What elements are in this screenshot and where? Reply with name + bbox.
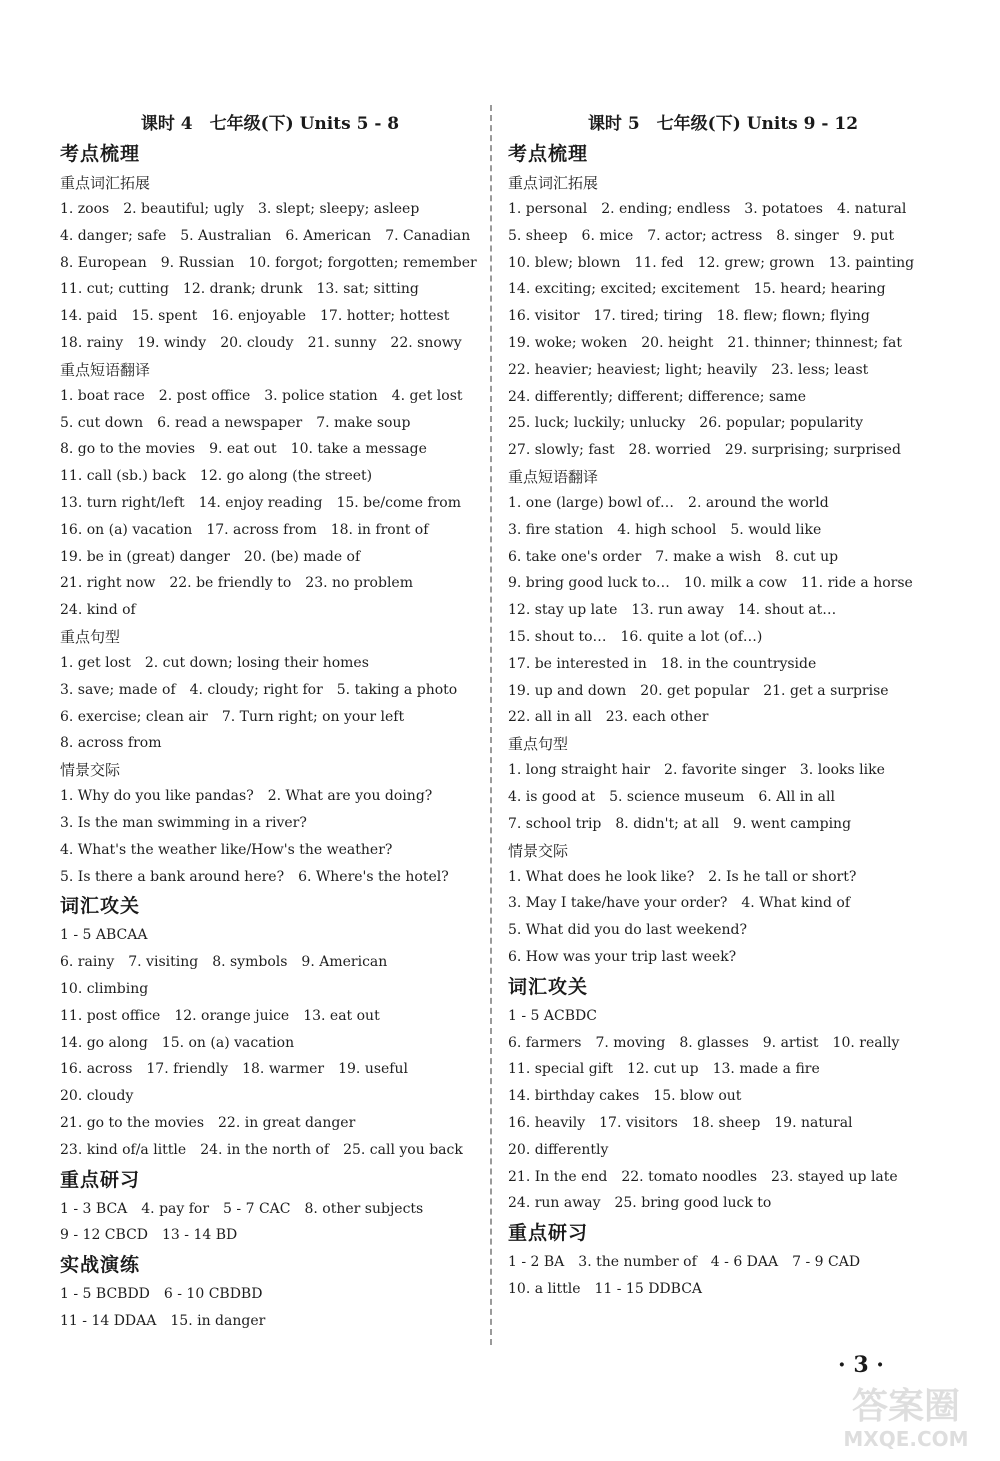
answer-line: 1 - 5 BCBDD 6 - 10 CBDBD [60,1286,263,1303]
answer-line: 5. sheep 6. mice 7. actor; actress 8. singer 9. put [508,227,895,244]
answer-line: 23. kind of/a little 24. in the north of 25. call you back [60,1141,463,1158]
left-column [60,110,480,1335]
left-subheading-vocab: 重点词汇拓展 [60,174,151,192]
left-subheading-dialogue: 情景交际 [60,761,121,780]
right-section-heading-vocab-practice: 词汇攻关 [508,975,589,998]
left-section-heading-drill: 实战演练 [60,1254,141,1277]
answer-line: 25. luck; luckily; unlucky 26. popular; popularity [508,415,863,432]
answer-line: 14. exciting; excited; excitement 15. heard; hearing [508,281,886,298]
answer-line: 1 - 2 BA 3. the number of 4 - 6 DAA 7 - 9 CAD [508,1254,861,1271]
answer-line: 21. In the end 22. tomato noodles 23. stayed up late [508,1168,898,1185]
answer-line: 6. farmers 7. moving 8. glasses 9. artist 10. really [508,1034,900,1051]
answer-line: 6. How was your trip last week? [508,948,737,965]
answer-line: 11. post office 12. orange juice 13. eat out [60,1007,380,1024]
answer-line: 16. heavily 17. visitors 18. sheep 19. natural [508,1114,853,1131]
page-number: · 3 · [838,1352,884,1378]
watermark-url: MXQE.COM [843,1427,969,1451]
answer-line: 16. on (a) vacation 17. across from 18. in front of [60,521,429,538]
answer-line: 5. cut down 6. read a newspaper 7. make soup [60,414,411,431]
answer-line: 24. kind of [60,602,136,619]
answer-line: 1. one (large) bowl of… 2. around the world [508,494,829,511]
answer-line: 13. turn right/left 14. enjoy reading 15. be/come from [60,494,462,511]
answer-line: 11. cut; cutting 12. drank; drunk 13. sat; sitting [60,281,419,298]
watermark-logo-icon [822,1372,990,1454]
answer-line: 4. is good at 5. science museum 6. All in all [508,788,835,805]
answer-line: 3. fire station 4. high school 5. would like [508,521,822,538]
answer-line: 10. climbing [60,980,149,997]
answer-line: 1. Why do you like pandas? 2. What are you doing? [60,788,433,805]
right-subheading-dialogue: 情景交际 [508,841,569,860]
answer-line: 6. exercise; clean air 7. Turn right; on your left [60,708,405,725]
answer-line: 21. right now 22. be friendly to 23. no problem [60,575,413,592]
answer-line: 8. across from [60,735,162,752]
answer-line: 19. woke; woken 20. height 21. thinner; thinnest; fat [508,334,902,351]
answer-line: 8. go to the movies 9. eat out 10. take a message [60,441,427,458]
answer-line: 5. What did you do last weekend? [508,922,748,939]
answer-line: 21. go to the movies 22. in great danger [60,1114,356,1131]
answer-line: 7. school trip 8. didn't; at all 9. went camping [508,815,852,832]
answer-line: 3. save; made of 4. cloudy; right for 5. taking a photo [60,681,458,698]
answer-line: 27. slowly; fast 28. worried 29. surprising; surprised [508,442,901,459]
answer-line: 8. European 9. Russian 10. forgot; forgotten; remember [60,254,477,271]
left-section-heading-vocab-practice: 词汇攻关 [60,895,141,918]
answer-line: 3. May I take/have your order? 4. What kind of [508,895,850,912]
answer-line: 11 - 14 DDAA 15. in danger [60,1312,266,1329]
answer-line: 1 - 5 ACBDC [508,1007,597,1024]
right-subheading-vocab: 重点词汇拓展 [508,174,599,192]
answer-line: 1. personal 2. ending; endless 3. potatoes 4. natural [508,201,907,217]
answer-line: 17. be interested in 18. in the countryside [508,655,817,672]
answer-line: 1. get lost 2. cut down; losing their homes [60,654,369,671]
left-section-heading-review: 考点梳理 [60,143,141,165]
left-subheading-phrases: 重点短语翻译 [60,360,151,379]
answer-line: 20. cloudy [60,1088,134,1105]
answer-line: 11. call (sb.) back 12. go along (the street) [60,468,373,485]
answer-line: 10. blew; blown 11. fed 12. grew; grown 13. painting [508,254,915,271]
answer-line: 22. heavier; heaviest; light; heavily 23. less; least [508,361,869,378]
column-divider [490,105,492,1345]
answer-line: 20. differently [508,1141,609,1158]
answer-line: 14. paid 15. spent 16. enjoyable 17. hotter; hottest [60,308,450,325]
answer-line: 9 - 12 CBCD 13 - 14 BD [60,1227,238,1244]
left-lesson-title: 课时 4 七年级(下) Units 5 - 8 [140,114,400,134]
answer-line: 6. rainy 7. visiting 8. symbols 9. American [60,954,388,971]
right-subheading-sentences: 重点句型 [508,735,569,754]
answer-line: 22. all in all 23. each other [508,709,709,726]
right-column [508,110,938,1303]
answer-line: 24. differently; different; difference; same [508,388,807,405]
answer-line: 1. boat race 2. post office 3. police station 4. get lost [60,387,463,404]
answer-line: 16. visitor 17. tired; tiring 18. flew; flown; flying [508,308,870,325]
right-lesson-title: 课时 5 七年级(下) Units 9 - 12 [587,114,859,134]
left-subheading-sentences: 重点句型 [60,627,121,646]
right-section-heading-review: 考点梳理 [508,143,589,165]
answer-line: 14. go along 15. on (a) vacation [60,1034,295,1051]
answer-line: 19. be in (great) danger 20. (be) made of [60,548,361,565]
answer-line: 19. up and down 20. get popular 21. get a surprise [508,682,889,699]
answer-line: 5. Is there a bank around here? 6. Where's the hotel? [60,868,449,885]
answer-line: 4. danger; safe 5. Australian 6. American 7. Canadian [60,227,471,244]
watermark-glyphs: 答案圈 [851,1386,961,1427]
right-section-heading-key-study: 重点研习 [508,1222,589,1245]
answer-line: 3. Is the man swimming in a river? [60,814,307,831]
answer-line: 9. bring good luck to… 10. milk a cow 11. ride a horse [508,575,913,592]
answer-line: 18. rainy 19. windy 20. cloudy 21. sunny 22. snowy [60,334,462,351]
answer-line: 15. shout to… 16. quite a lot (of…) [508,628,763,645]
answer-line: 16. across 17. friendly 18. warmer 19. useful [60,1061,408,1078]
answer-line: 24. run away 25. bring good luck to [508,1195,772,1212]
answer-line: 12. stay up late 13. run away 14. shout at… [508,602,837,619]
answer-line: 1. What does he look like? 2. Is he tall or short? [508,868,857,885]
answer-line: 1. long straight hair 2. favorite singer 3. looks like [508,762,885,779]
answer-line: 11. special gift 12. cut up 13. made a fire [508,1061,820,1078]
answer-line: 14. birthday cakes 15. blow out [508,1088,742,1105]
answer-line: 1 - 3 BCA 4. pay for 5 - 7 CAC 8. other subjects [60,1200,424,1217]
answer-line: 1 - 5 ABCAA [60,927,148,944]
answer-line: 10. a little 11 - 15 DDBCA [508,1280,703,1297]
left-section-heading-key-study: 重点研习 [60,1168,141,1191]
answer-line: 6. take one's order 7. make a wish 8. cut up [508,548,839,565]
answer-line: 1. zoos 2. beautiful; ugly 3. slept; sleepy; asleep [60,201,420,217]
answer-line: 4. What's the weather like/How's the weather? [60,841,393,858]
right-subheading-phrases: 重点短语翻译 [508,467,599,486]
